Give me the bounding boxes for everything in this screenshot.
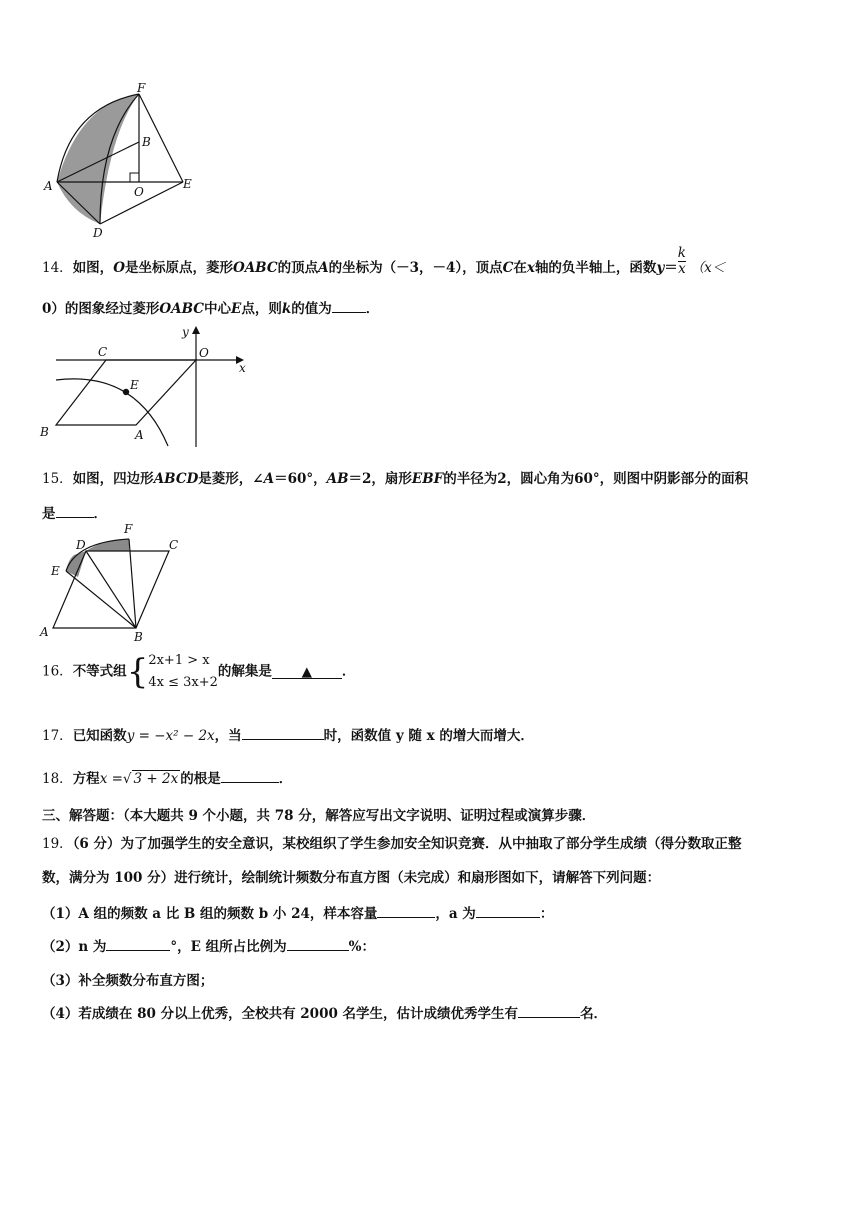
label-E: E [130, 378, 139, 392]
answer-blank-n[interactable] [106, 936, 170, 951]
q19-part3: （3）补全频数分布直方图； [42, 973, 214, 989]
radius-BF [129, 539, 136, 628]
answer-blank-e-percent[interactable] [287, 936, 349, 951]
brace: { [126, 652, 149, 693]
q18: 18．方程x =√ 3 + 2x 的根是 ． [42, 767, 292, 787]
triangle-icon: ▲ [301, 663, 313, 680]
shaded-region [57, 94, 139, 224]
answer-blank-q18[interactable] [221, 768, 279, 783]
section-3-heading: 三、解答题：（本大题共 9 个小题，共 78 分，解答应写出文字说明、证明过程或演算步骤． [42, 808, 596, 824]
label-A: A [135, 428, 144, 442]
inequality-system: 2x+1 > x 4x ≤ 3x+2 [148, 653, 218, 691]
label-O: O [134, 185, 144, 199]
sqrt-sign: √ [122, 771, 132, 787]
q16: 16．不等式组{ 2x+1 > x 4x ≤ 3x+2 的解集是 ▲ ． [42, 650, 355, 694]
answer-blank-a[interactable] [476, 903, 540, 918]
figure-q15 [36, 520, 196, 645]
answer-blank-q17[interactable] [242, 725, 324, 740]
figure-q13 [40, 82, 200, 242]
figure-q14 [36, 322, 256, 452]
radius-BE [66, 571, 136, 628]
radicand: 3 + 2x [133, 771, 179, 787]
label-E: E [51, 564, 60, 578]
answer-blank-q16[interactable] [272, 664, 342, 679]
q15-line2: 是 ． [42, 502, 107, 522]
label-B: B [40, 425, 49, 439]
q14-line2: 0）的图象经过菱形OABC中心E点，则k的值为 ． [42, 297, 379, 317]
answer-blank-q14[interactable] [332, 298, 366, 313]
right-angle-mark [130, 173, 139, 182]
label-F: F [124, 522, 133, 536]
label-F: F [137, 82, 146, 95]
label-D: D [93, 226, 103, 240]
label-B: B [134, 630, 143, 644]
q19-part4: （4）若成绩在 80 分以上优秀，全校共有 2000 名学生，估计成绩优秀学生有 名． [42, 1002, 607, 1022]
function-expression: y = −x² − 2x [126, 728, 215, 744]
q19-line2: 数，满分为 100 分）进行统计，绘制统计频数分布直方图（未完成）和扇形图如下，请解答下列问题： [42, 870, 661, 886]
label-A: A [40, 625, 49, 639]
q15-line1: 15．如图，四边形ABCD是菱形，∠A＝60°，AB＝2，扇形EBF的半径为2，圆心角为60°，则图中阴影部分的面积 [42, 471, 749, 487]
answer-blank-sample-size[interactable] [377, 903, 435, 918]
shaded-region-top [86, 539, 129, 551]
answer-blank-excellent[interactable] [518, 1003, 580, 1018]
label-C: C [98, 345, 108, 359]
line-BD [86, 551, 136, 628]
q14-line1: 14．如图，O是坐标原点，菱形OABC的顶点A的坐标为（－3，－4），顶点C在x轴的负半轴上，函数y＝ $\frac{k}{x}$ （x＜ [42, 245, 726, 277]
q19-part1: （1）A 组的频数 a 比 B 组的频数 b 小 24，样本容量 ，a 为 ： [42, 902, 553, 922]
hyperbola [56, 379, 168, 446]
label-x: x [239, 361, 246, 375]
label-O: O [199, 346, 209, 360]
label-E: E [183, 177, 192, 191]
q17: 17．已知函数y = −x² − 2x，当 时，函数值 y 随 x 的增大而增大． [42, 724, 534, 744]
label-y: y [182, 325, 189, 339]
point-E [123, 389, 129, 395]
q19-line1: 19．（6 分）为了加强学生的安全意识，某校组织了学生参加安全知识竞赛．从中抽取了部分学生成绩（得分数取正整 [42, 836, 742, 852]
fraction-k-over-x: $\frac{k}{x}$ [677, 245, 686, 277]
answer-blank-q15[interactable] [56, 503, 94, 518]
label-D: D [76, 538, 86, 552]
label-C: C [169, 538, 179, 552]
q19-part2: （2）n 为 °，E 组所占比例为 %： [42, 935, 375, 955]
label-B: B [142, 135, 151, 149]
y-axis-arrow [192, 326, 200, 334]
label-A: A [44, 179, 53, 193]
